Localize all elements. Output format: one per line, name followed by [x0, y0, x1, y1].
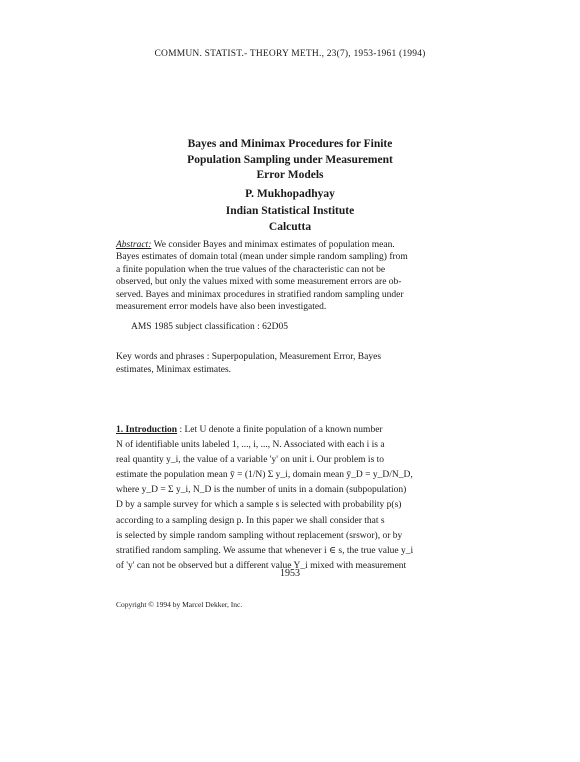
abstract-line: observed, but only the values mixed with some measurement errors are ob- [116, 277, 402, 288]
intro-line: estimate the population mean ȳ = (1/N) Σ y_i, domain mean ȳ_D = y_D/N_D, [116, 470, 413, 481]
intro-line: according to a sampling design p. In this paper we shall consider that s [116, 515, 385, 526]
abstract-line: Bayes estimates of domain total (mean under simple random sampling) from [116, 252, 408, 263]
author-name: P. Mukhopadhyay [245, 188, 335, 200]
intro-line: real quantity y_i, the value of a variable 'y' on unit i. Our problem is to [116, 455, 385, 466]
intro-line: D by a sample survey for which a sample s is selected with probability p(s) [116, 500, 402, 511]
abstract-line: We consider Bayes and minimax estimates of population mean. [153, 240, 395, 250]
keywords-line-1: Key words and phrases : Superpopulation, Measurement Error, Bayes [116, 352, 382, 362]
introduction-section [116, 423, 462, 574]
intro-line: stratified random sampling. We assume that whenever i ∈ s, the true value y_i [116, 545, 414, 556]
title-line-3: Error Models [256, 169, 324, 181]
intro-line: where y_D = Σ y_i, N_D is the number of units in a domain (subpopulation) [116, 485, 407, 496]
author-block [0, 186, 580, 236]
abstract-label: Abstract: [116, 240, 152, 250]
intro-line: : Let U denote a finite population of a known number [177, 425, 383, 435]
abstract-line: measurement error models have also been investigated. [116, 302, 327, 313]
title-line-2: Population Sampling under Measurement [187, 153, 393, 166]
ams-classification: AMS 1985 subject classification : 62D05 [131, 322, 288, 332]
intro-line: of 'y' can not be observed but a different value Y_i mixed with measurement [116, 560, 407, 571]
author-city: Calcutta [268, 221, 312, 233]
title-line-1: Bayes and Minimax Procedures for Finite [187, 138, 393, 150]
abstract-line: a finite population when the true values of the characteristic can not be [116, 264, 386, 275]
paper-title [0, 137, 580, 184]
introduction-heading: 1. Introduction [116, 425, 178, 435]
keywords-line-2: estimates, Minimax estimates. [116, 364, 232, 375]
abstract-line: served. Bayes and minimax procedures in stratified random sampling under [116, 289, 404, 300]
abstract [116, 239, 462, 313]
page-number: 1953 [280, 568, 300, 579]
keywords [116, 351, 462, 376]
intro-line: N of identifiable units labeled 1, ..., i, ..., N. Associated with each i is a [116, 440, 385, 451]
running-head: COMMUN. STATIST.- THEORY METH., 23(7), 1953-1961 (1994) [154, 49, 426, 59]
intro-line: is selected by simple random sampling without replacement (srswor), or by [116, 530, 403, 541]
copyright-notice: Copyright © 1994 by Marcel Dekker, Inc. [116, 600, 243, 609]
author-institute: Indian Statistical Institute [225, 204, 355, 217]
